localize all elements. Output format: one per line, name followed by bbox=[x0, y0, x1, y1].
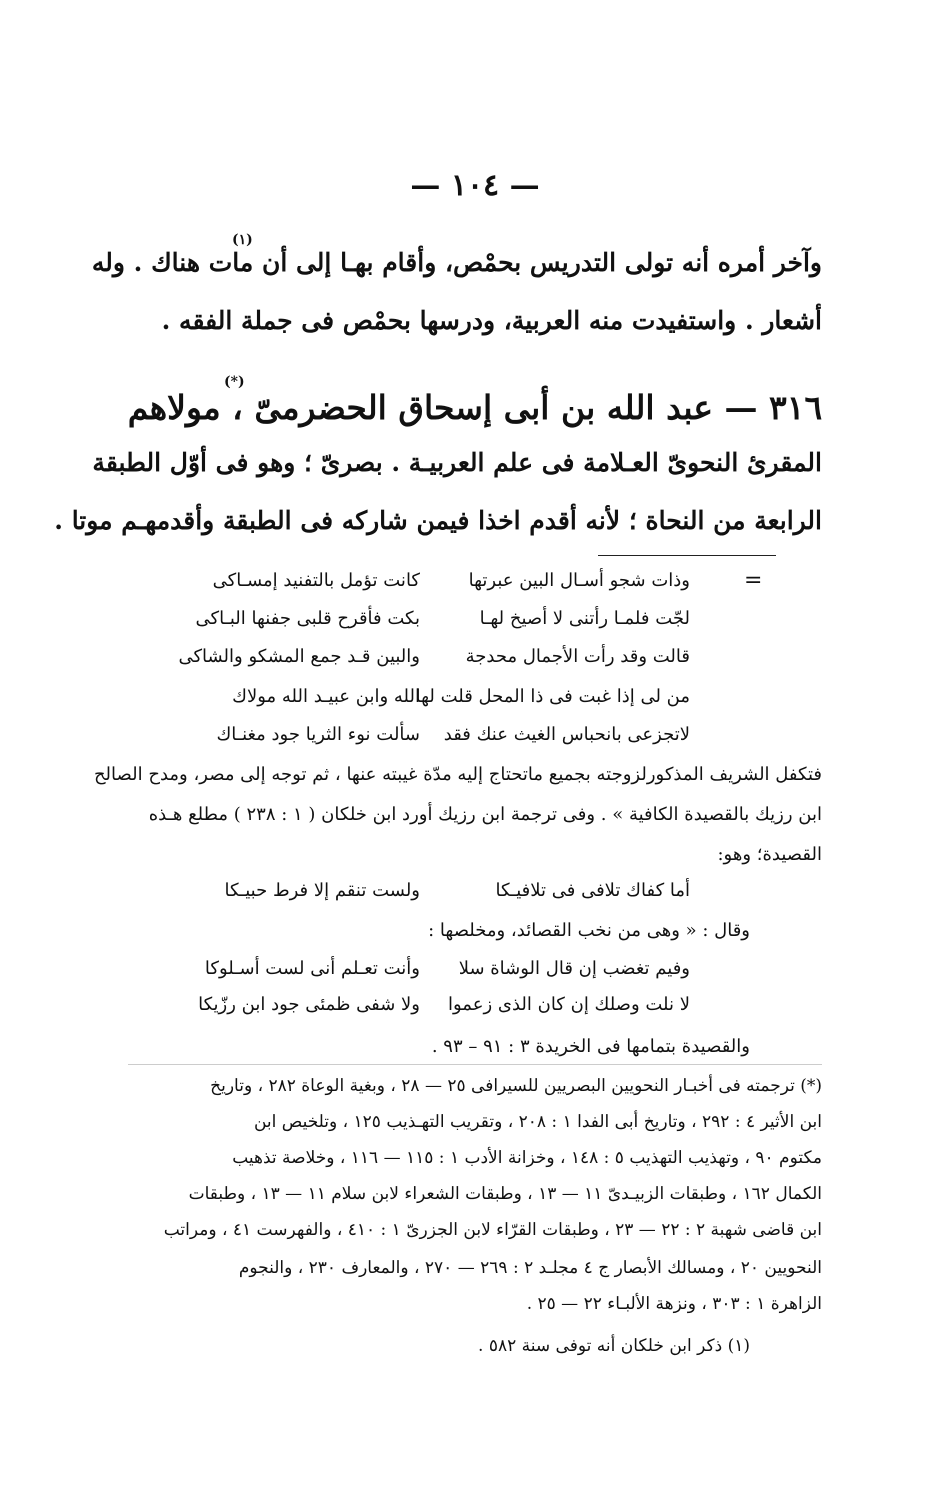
entry-line-2: الرابعة من النحاة ؛ لأنه أقدم اخذا فيمن شاركه فى الطبقة وأقدمهـم موتا . bbox=[54, 506, 822, 535]
verse-hemistich-first: وذات شجو أسـال البين عبرتها bbox=[468, 570, 690, 591]
footnote-line: الزاهرة ١ : ٣٠٣ ، ونزهة الألبـاء ٢٢ — ٢٥ . bbox=[526, 1294, 822, 1314]
footnote-line: ابن الأثير ٤ : ٢٩٢ ، وتاريخ أبى الفدا ١ : ٢٠٨ ، وتقريب التهـذيب ١٢٥ ، وتلخيص ابن bbox=[253, 1112, 822, 1132]
page-number: — ١٠٤ — bbox=[410, 168, 540, 203]
prose-line: وقال : « وهى من نخب القصائد، ومخلصها : bbox=[428, 920, 750, 941]
footnote-line: النحويين ٢٠ ، ومسالك الأبصار ج ٤ مجلـد ٢ : ٢٦٩ — ٢٧٠ ، والمعارف ٢٣٠ ، والنجوم bbox=[238, 1258, 822, 1278]
footnote-rule bbox=[128, 1064, 822, 1065]
verse-hemistich-second: الله وابن عبيـد الله مولاك bbox=[232, 686, 420, 707]
continuation-mark: = bbox=[744, 568, 763, 593]
prose-line: ابن رزيك بالقصيدة الكافية » . وفى ترجمة ابن رزيك أورد ابن خلكان ( ١ : ٢٣٨ ) مطلع هـذه bbox=[148, 804, 822, 825]
prose-line: القصيدة؛ وهو: bbox=[717, 844, 822, 865]
prose-line: والقصيدة بتمامها فى الخريدة ٣ : ٩١ – ٩٣ . bbox=[431, 1036, 750, 1057]
verse-hemistich-first: لجّت فلمـا رأتنى لا أصيخ لهـا bbox=[479, 608, 690, 629]
verse-hemistich-first: من لى إذا غبت فى ذا المحل قلت لها bbox=[415, 686, 690, 707]
prose-line: فتكفل الشريف المذكورلزوجته بجميع ماتحتاج إليه مدّة غيبته عنها ، ثم توجه إلى مصر، ومدح الصالح bbox=[93, 764, 822, 785]
verse-hemistich-second: بكت فأقرح قلبى جفنها البـاكى bbox=[195, 608, 420, 629]
footnote-line: الكمال ١٦٢ ، وطبقات الزبيـدىّ ١١ — ١٣ ، وطبقات الشعراء لابن سلام ١١ — ١٣ ، وطبقات bbox=[188, 1184, 822, 1204]
footnote-1: (١) ذكر ابن خلكان أنه توفى سنة ٥٨٢ . bbox=[478, 1336, 750, 1356]
verse-hemistich-first: وفيم تغضب إن قال الوشاة سلا bbox=[458, 958, 690, 979]
heading-star-marker: (*) bbox=[224, 374, 245, 390]
verse-hemistich-first: أما كفاك تلافى فى تلافيـكا bbox=[495, 880, 690, 901]
verse-hemistich-second: سألت نوء الثريا جود مغنـاك bbox=[216, 724, 420, 745]
footnote-line: مكتوم ٩٠ ، وتهذيب التهذيب ٥ : ١٤٨ ، وخزانة الأدب ١ : ١١٥ — ١١٦ ، وخلاصة تذهيب bbox=[232, 1148, 822, 1168]
footnote-line: (*) ترجمته فى أخبـار النحويين البصريين للسيرافى ٢٥ — ٢٨ ، وبغية الوعاة ٢٨٢ ، وتاريخ bbox=[210, 1076, 822, 1096]
footnote-line: ابن قاضى شهبة ٢ : ٢٢ — ٢٣ ، وطبقات القرّاء لابن الجزرىّ ١ : ٤١٠ ، والفهرست ٤١ ، ومراتب bbox=[163, 1220, 822, 1240]
body-line-1: وآخر أمره أنه تولى التدريس بحمْص، وأقام بهـا إلى أن مات هناك . وله bbox=[91, 248, 822, 277]
verse-hemistich-second: كانت تؤمل بالتفنيد إمسـاكى bbox=[212, 570, 420, 591]
entry-line-1: المقرئ النحوىّ العـلامة فى علم العربيـة . بصرىّ ؛ وهو فى أوّل الطبقة bbox=[92, 448, 822, 477]
body-line-2: أشعار . واستفيدت منه العربية، ودرسها بحمْص فى جملة الفقه . bbox=[161, 306, 822, 335]
separator-rule bbox=[598, 555, 776, 556]
verse-hemistich-second: ولا شفى ظمئى جود ابن رزّيكا bbox=[198, 994, 420, 1015]
verse-hemistich-first: لا نلت وصلك إن كان الذى زعموا bbox=[448, 994, 690, 1015]
verse-hemistich-second: والبين قـد جمع المشكو والشاكى bbox=[178, 646, 420, 667]
verse-hemistich-second: وأنت تعـلم أنى لست أسـلوكا bbox=[204, 958, 420, 979]
entry-heading: ٣١٦ — عبد الله بن أبى إسحاق الحضرمىّ ، مولاهم bbox=[127, 388, 823, 427]
footnote-marker-1: (١) bbox=[232, 232, 253, 248]
verse-hemistich-first: قالت وقد رأت الأجمال محدجة bbox=[465, 646, 690, 667]
verse-hemistich-second: ولست تنقم إلا فرط حبيـكا bbox=[224, 880, 420, 901]
verse-hemistich-first: لاتجزعى بانحباس الغيث عنك فقد bbox=[443, 724, 690, 745]
